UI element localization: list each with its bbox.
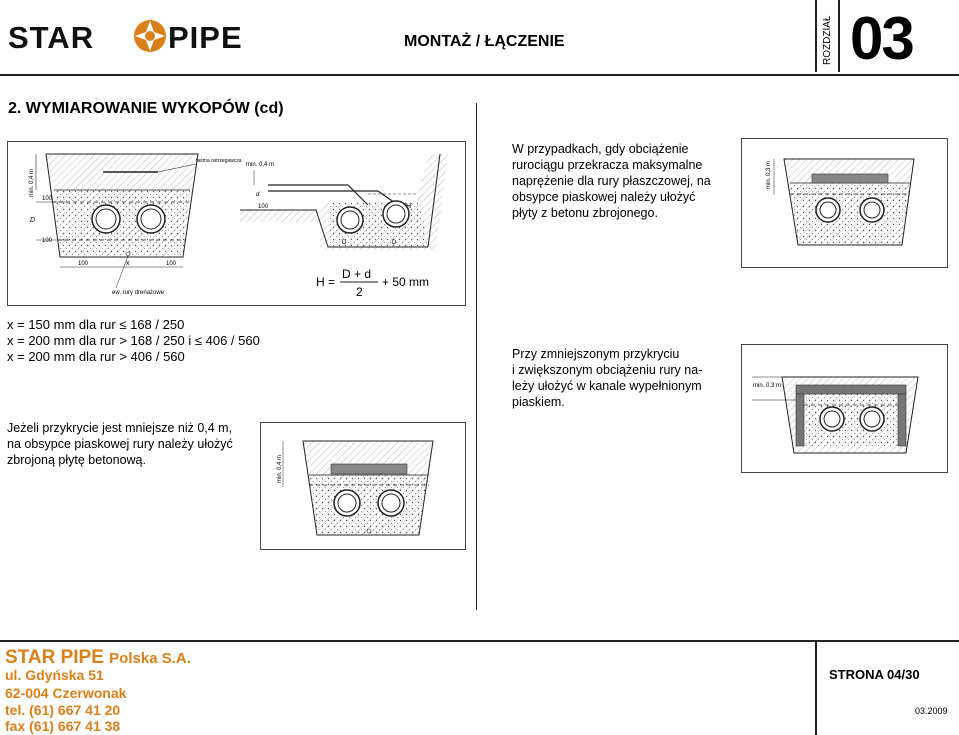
text-high-load: W przypadkach, gdy obciążenie rurociągu przekracza maksymalne naprężenie dla rury płaszczowej, na obsypce piaskowej należy ułożyć płyty z betonu zbrojonego. bbox=[512, 142, 711, 220]
section-number: 03 bbox=[850, 5, 913, 72]
svg-text:D: D bbox=[342, 240, 347, 246]
header-rule bbox=[0, 74, 959, 76]
svg-text:ew. rury drenażowe: ew. rury drenażowe bbox=[112, 290, 165, 296]
svg-text:+ 50 mm: + 50 mm bbox=[382, 275, 430, 289]
diagram-shallow-slab bbox=[260, 422, 466, 550]
logo-pipe-text: PIPE bbox=[168, 20, 243, 54]
svg-text:d: d bbox=[256, 192, 260, 198]
footer-city: 62-004 Czerwonak bbox=[5, 685, 127, 701]
text-shallow-cover: Jeżeli przykrycie jest mniejsze niż 0,4 m, na obsypce piaskowej rury należy ułożyć zbrojoną płytę betonową. bbox=[7, 421, 233, 467]
page-number: STRONA 04/30 bbox=[829, 667, 920, 682]
footer-divider bbox=[815, 642, 817, 735]
concrete-slab-icon bbox=[331, 464, 407, 474]
svg-text:min. 0,3 m: min. 0,3 m bbox=[766, 160, 772, 189]
page-title: MONTAŻ / ŁĄCZENIE bbox=[404, 33, 565, 50]
concrete-slab-icon bbox=[812, 174, 888, 183]
svg-text:H =: H = bbox=[316, 275, 336, 289]
svg-text:D: D bbox=[30, 217, 36, 224]
spacing-rule-1: x = 150 mm dla rur ≤ 168 / 250 bbox=[7, 317, 185, 332]
svg-text:100: 100 bbox=[42, 238, 53, 244]
svg-text:100: 100 bbox=[166, 261, 177, 267]
svg-text:min. 0,4 m: min. 0,4 m bbox=[29, 168, 35, 197]
svg-text:D + d: D + d bbox=[342, 267, 372, 281]
logo-star-text: STAR bbox=[8, 20, 95, 54]
header-divider-1 bbox=[815, 0, 817, 72]
svg-text:min. 0,4 m: min. 0,4 m bbox=[246, 162, 275, 168]
svg-text:100: 100 bbox=[78, 261, 89, 267]
text-reduced-cover: Przy zmniejszonym przykryciu i zwiększonym obciążeniu rury na- leży ułożyć w kanale wypełnionym piaskiem. bbox=[512, 347, 703, 409]
section-heading: 2. WYMIAROWANIE WYKOPÓW (cd) bbox=[8, 100, 284, 117]
issue-date: 03.2009 bbox=[915, 706, 948, 716]
footer-fax: fax (61) 667 41 38 bbox=[5, 718, 121, 734]
svg-text:100: 100 bbox=[42, 196, 53, 202]
concrete-slab-icon bbox=[796, 385, 906, 394]
column-divider bbox=[476, 103, 477, 610]
svg-text:2: 2 bbox=[356, 285, 363, 299]
diagram-concrete-slab bbox=[741, 138, 948, 268]
svg-text:x: x bbox=[126, 260, 130, 267]
diagram-sand-channel bbox=[741, 344, 948, 473]
svg-text:taśma ostrzegawcza: taśma ostrzegawcza bbox=[196, 158, 242, 164]
section-label: ROZDZIAŁ bbox=[822, 15, 833, 65]
svg-text:D: D bbox=[392, 240, 397, 246]
header-divider-2 bbox=[838, 0, 840, 72]
svg-text:min. 0,3 m: min. 0,3 m bbox=[753, 383, 782, 389]
spacing-rules bbox=[7, 317, 260, 365]
svg-text:100: 100 bbox=[258, 204, 269, 210]
diagram-trench-dimensions bbox=[7, 141, 466, 306]
footer-company: STAR PIPE Polska S.A. bbox=[5, 647, 191, 668]
logo-star-icon bbox=[134, 20, 166, 52]
footer-street: ul. Gdyńska 51 bbox=[5, 667, 104, 683]
svg-text:min. 0,4 m: min. 0,4 m bbox=[277, 454, 283, 483]
spacing-rule-2: x = 200 mm dla rur > 168 / 250 i ≤ 406 / 560 bbox=[7, 333, 260, 348]
footer-tel: tel. (61) 667 41 20 bbox=[5, 702, 121, 718]
spacing-rule-3: x = 200 mm dla rur > 406 / 560 bbox=[7, 349, 185, 364]
logo bbox=[8, 18, 258, 54]
svg-text:H: H bbox=[406, 203, 412, 210]
